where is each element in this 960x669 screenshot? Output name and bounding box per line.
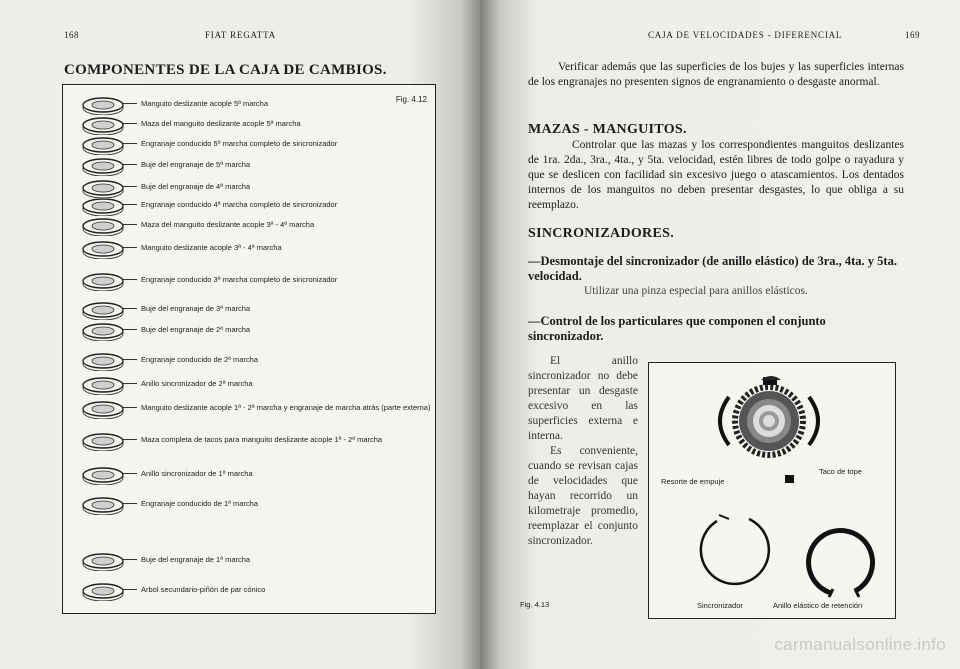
subsection-control: —Control de los particulares que componen el conjunto sincronizador. <box>528 314 826 343</box>
leader-line <box>123 473 137 474</box>
synchro-ring-icon <box>701 519 769 584</box>
section-title-sincronizadores: SINCRONIZADORES. <box>528 226 674 241</box>
leader-line <box>123 279 137 280</box>
part-illustration <box>77 351 137 376</box>
leader-line <box>123 407 137 408</box>
page-heading: COMPONENTES DE LA CAJA DE CAMBIOS. <box>64 62 387 78</box>
part-illustration <box>77 375 137 400</box>
leader-line <box>123 503 137 504</box>
running-head-right: CAJA DE VELOCIDADES - DIFERENCIAL <box>648 30 843 40</box>
leader-line <box>123 224 137 225</box>
leader-line <box>123 143 137 144</box>
part-label: Arbol secundario-piñón de par cónico <box>141 585 266 594</box>
figure-label: Fig. 4.12 <box>395 95 427 104</box>
part-label: Maza del manguito deslizante acople 3ª - 4ª marcha <box>141 220 315 229</box>
right-page <box>480 0 960 669</box>
leader-line <box>123 589 137 590</box>
leader-line <box>123 186 137 187</box>
section-text-mazas: Controlar que las mazas y los correspondientes manguitos deslizantes de 1ra. 2da., 3ra., 4ta., y 5ta. velocidad, estén libres de todo golpe o rayadura y que se deslicen con facilidad sin excesivo juego o atascamientos. Los dentados internos de los manguitos no deben presentar desgastes, lo que obliga a su reemplazo. <box>528 139 904 211</box>
page-number-left: 168 <box>64 30 79 40</box>
part-label: Maza del manguito deslizante acople 5ª marcha <box>141 119 301 128</box>
section-title-mazas: MAZAS - MANGUITOS. <box>528 122 687 137</box>
synchro-gear-icon <box>735 387 803 455</box>
part-label: Manguito deslizante acople 5ª marcha <box>141 99 269 108</box>
part-illustration <box>77 321 137 346</box>
column-text-1: El anillo sincronizador no debe presentar un desgaste excesivo en las superficies externa e interna. <box>528 355 638 442</box>
column-text-2: Es conveniente, cuando se revisan cajas de velocidades que hayan recorrido un kilometraje promedio, reemplazar el conjunto sincronizador. <box>528 445 638 547</box>
part-label: Anillo sincronizador de 2ª marcha <box>141 379 253 388</box>
stop-block-icon <box>785 475 794 483</box>
part-label: Buje del engranaje de 4ª marcha <box>141 182 251 191</box>
part-illustration <box>77 551 137 576</box>
part-illustration <box>77 399 137 424</box>
part-label: Manguito deslizante acople 1ª - 2ª marcha y engranaje de marcha atrás (parte externa) <box>141 403 431 412</box>
leader-line <box>123 359 137 360</box>
part-label: Engranaje conducido 3ª marcha completo de sincronizador <box>141 275 338 284</box>
part-illustration <box>77 271 137 296</box>
leader-line <box>123 559 137 560</box>
synchronizer-figure <box>648 362 896 619</box>
part-illustration <box>77 239 137 264</box>
part-illustration <box>77 581 137 606</box>
part-label: Anillo sincronizador de 1ª marcha <box>141 469 253 478</box>
synchronizer-illustration <box>649 363 895 618</box>
watermark: carmanualsonline.info <box>774 635 946 654</box>
leader-line <box>123 123 137 124</box>
page-number-right: 169 <box>905 30 920 40</box>
part-illustration <box>77 431 137 456</box>
part-illustration <box>77 216 137 241</box>
part-label: Buje del engranaje de 5ª marcha <box>141 160 251 169</box>
part-label: Buje del engranaje de 2ª marcha <box>141 325 251 334</box>
leader-line <box>123 308 137 309</box>
part-label: Manguito deslizante acople 3ª - 4ª marcha <box>141 243 282 252</box>
part-label: Engranaje conducido de 1ª marcha <box>141 499 259 508</box>
figure-label-right: Fig. 4.13 <box>520 600 550 609</box>
leader-line <box>123 164 137 165</box>
part-illustration <box>77 495 137 520</box>
part-label: Engranaje conducido 4ª marcha completo de sincronizador <box>141 200 338 209</box>
leader-line <box>123 329 137 330</box>
leader-line <box>123 383 137 384</box>
leader-line <box>123 103 137 104</box>
intro-paragraph: Verificar además que las superficies de los bujes y las superficies internas de los engranajes no presenten signos de engranamiento o desgaste anormal. <box>528 61 904 88</box>
caption-stop: Taco de tope <box>819 467 862 476</box>
caption-spring: Resorte de empuje <box>661 477 725 486</box>
subsection-desmontaje-text: Utilizar una pinza especial para anillos elásticos. <box>584 285 808 297</box>
part-label: Maza completa de tacos para manguito deslizante acople 1ª - 2ª marcha <box>141 435 383 444</box>
part-label: Buje del engranaje de 1ª marcha <box>141 555 251 564</box>
parts-figure <box>62 84 436 614</box>
retaining-ring-icon <box>809 530 873 593</box>
leader-line <box>123 439 137 440</box>
subsection-desmontaje: —Desmontaje del sincronizador (de anillo elástico) de 3ra., 4ta. y 5ta. velocidad. <box>528 254 897 283</box>
caption-ring: Anillo elástico de retención <box>773 601 863 610</box>
running-head-left: FIAT REGATTA <box>205 30 276 40</box>
part-label: Engranaje conducido 5ª marcha completo de sincronizador <box>141 139 338 148</box>
leader-line <box>123 204 137 205</box>
part-label: Engranaje conducido de 2ª marcha <box>141 355 259 364</box>
leader-line <box>123 247 137 248</box>
part-illustration <box>77 465 137 490</box>
caption-synchro: Sincronizador <box>697 601 743 610</box>
part-label: Buje del engranaje de 3ª marcha <box>141 304 251 313</box>
